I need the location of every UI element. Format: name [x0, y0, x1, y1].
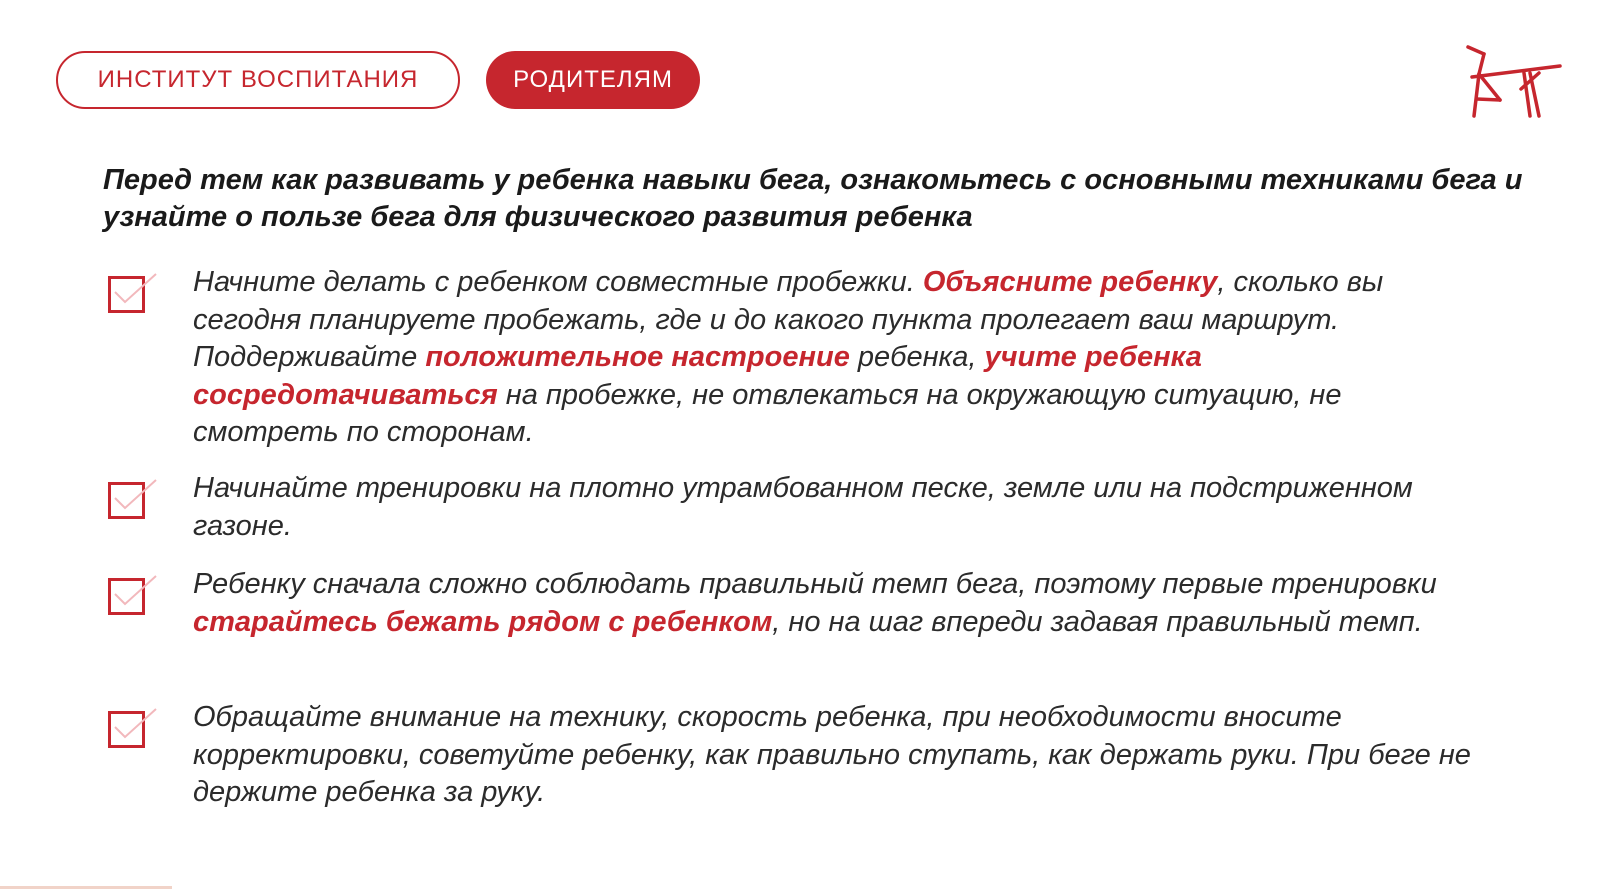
list-item-text: [193, 699, 1493, 812]
institute-tag-label: ИНСТИТУТ ВОСПИТАНИЯ: [97, 66, 419, 93]
highlight-text: Объясните ребенку: [922, 266, 1218, 298]
checkbox-check-icon: [108, 272, 158, 318]
text-segment: на пробежке, не отвлекаться на окружающую ситуацию, не смотреть по сторонам.: [193, 378, 1342, 448]
text-segment: , сколько вы сегодня планируете пробежать, где и до какого пункта пролегает ваш маршрут. Поддерживайте: [193, 266, 1384, 373]
text-segment: Начните делать с ребенком совместные пробежки.: [193, 266, 923, 298]
highlight-text: положительное настроение: [425, 341, 850, 373]
text-segment: Ребенку сначала сложно соблюдать правильный темп бега, поэтому первые тренировки: [193, 568, 1437, 600]
intro-heading: Перед тем как развивать у ребенка навыки бега, ознакомьтесь с основными техниками бега и узнайте о пользе бега для физического развития ребенка: [103, 164, 1523, 233]
text-segment: Начинайте тренировки на плотно утрамбованном песке, земле или на подстриженном газоне.: [193, 472, 1413, 542]
checkbox-check-icon: [108, 707, 158, 753]
text-segment: Обращайте внимание на технику, скорость ребенка, при необходимости вносите корректировки, советуйте ребенку, как правильно ступать, как держать руки. При беге не держите ребенка за руку.: [193, 701, 1471, 808]
highlight-text: учите ребенка сосредотачиваться: [193, 341, 1202, 411]
checkbox-check-icon: [108, 478, 158, 524]
parents-tag[interactable]: [486, 51, 700, 109]
institute-tag[interactable]: [56, 51, 460, 109]
list-item-text: [193, 264, 1493, 452]
list-item-text: [193, 470, 1493, 545]
text-segment: , но на шаг впереди задавая правильный темп.: [772, 605, 1423, 638]
chair-logo-icon: [1466, 44, 1562, 124]
highlight-text: старайтесь бежать рядом с ребенком: [193, 605, 773, 638]
list-item-text: [193, 566, 1493, 641]
checkbox-check-icon: [108, 574, 158, 620]
text-segment: ребенка,: [849, 341, 985, 373]
parents-tag-label: РОДИТЕЛЯМ: [513, 66, 673, 93]
